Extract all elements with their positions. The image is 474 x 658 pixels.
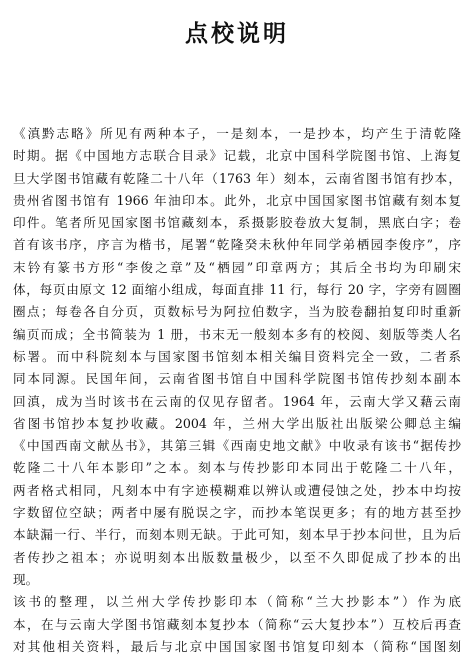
text-line: 现。 xyxy=(13,571,39,587)
text-line: 本缺漏一行、半行，而刻本则无缺。于此可知，刻本早于抄本问世，且为后 xyxy=(13,527,461,543)
text-line: 对其他相关资料，最后与北京中国国家图书馆复印刻本（简称“国图刻 xyxy=(13,638,461,654)
text-line: 回滇，成为当时该书在云南的仅见存留者。1964 年，云南大学又藉云南 xyxy=(13,393,461,409)
text-line: 体，每页由原文 12 面缩小组成，每面直排 11 行，每行 20 字，字旁有圆圈 xyxy=(13,282,461,298)
text-line: 《中国西南文献丛书》，其第三辑《西南史地文献》中收录有该书“据传抄 xyxy=(13,438,461,454)
text-line: 字数留位空缺；两者中屡有脱误之字，而抄本笔误更多；有的地方甚至抄 xyxy=(13,505,461,521)
text-line: 时期。据《中国地方志联合目录》记载，北京中国科学院图书馆、上海复 xyxy=(13,148,461,164)
text-line: 旦大学图书馆藏有乾隆二十八年（1763 年）刻本，云南省图书馆有抄本， xyxy=(13,170,461,186)
text-line: 本，在与云南大学图书馆藏刻本复抄本（简称“云大复抄本”）互校后再查 xyxy=(13,616,461,632)
text-line: 该书的整理，以兰州大学传抄影印本（简称“兰大抄影本”）作为底 xyxy=(13,594,461,610)
text-line: 者传抄之祖本；亦说明刻本出版数量极少，以至不久即促成了抄本的出 xyxy=(13,549,461,565)
text-line: 圈点；每卷各自分页，页数标号为阿拉伯数字，当为胶卷翻拍复印时重新 xyxy=(13,304,461,320)
text-line: 标署。而中科院刻本与国家图书馆刻本相关编目资料完全一致，二者系 xyxy=(13,348,461,364)
text-line: 首有该书序，序言为楷书，尾署“乾隆癸未秋仲年同学弟栖园李俊序”，序 xyxy=(13,237,461,253)
text-line: 同本同源。民国年间，云南省图书馆自中国科学院图书馆传抄刻本副本 xyxy=(13,371,461,387)
text-line: 编页而成；全书简装为 1 册，书末无一般刻本多有的校阅、刻版等类人名 xyxy=(13,326,461,342)
page-title: 点校说明 xyxy=(185,21,289,47)
body-text xyxy=(13,123,461,658)
text-line: 两者格式相同，凡刻本中有字迹模糊难以辨认或遭侵蚀之处，抄本中均按 xyxy=(13,482,461,498)
text-line: 《滇黔志略》所见有两种本子，一是刻本，一是抄本，均产生于清乾隆 xyxy=(13,126,461,141)
text-line: 末钤有篆书方形“李俊之章”及“栖园”印章两方；其后全书均为印刷宋 xyxy=(13,259,461,275)
text-line: 乾隆二十八年本影印”之本。刻本与传抄影印本同出于乾隆二十八年， xyxy=(13,460,461,476)
text-line: 贵州省图书馆有 1966 年油印本。此外，北京中国国家图书馆藏有刻本复 xyxy=(13,192,461,208)
text-line: 印件。笔者所见国家图书馆藏刻本，系摄影胶卷放大复制，黑底白字；卷 xyxy=(13,215,461,231)
text-line: 省图书馆抄本复抄收藏。2004 年，兰州大学出版社出版梁公卿总主编 xyxy=(13,415,461,431)
